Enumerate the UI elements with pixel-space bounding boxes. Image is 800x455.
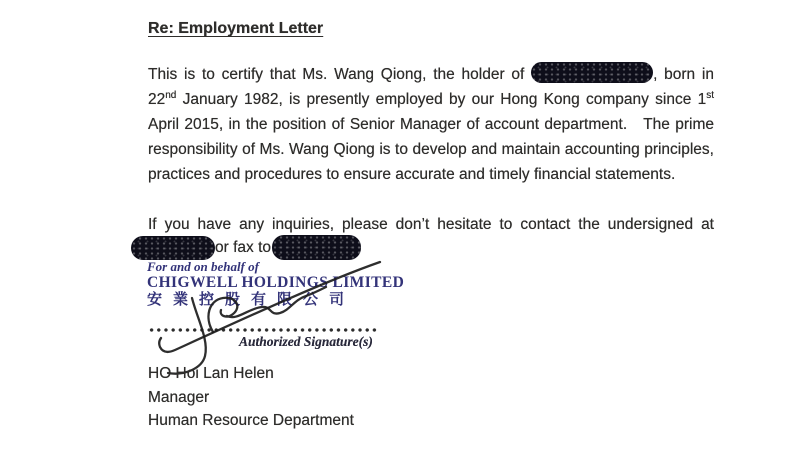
signatory-title: Manager — [148, 388, 210, 406]
inquiries-paragraph: If you have any inquiries, please don’t hesitate to contact the undersigned at — [148, 216, 714, 233]
signatory-name: HO Hoi Lan Helen — [148, 365, 274, 382]
signature-dotted-line — [148, 328, 379, 332]
redacted-phone-number — [131, 236, 215, 260]
para1-text-born: , born in 22 — [148, 66, 714, 108]
signatory-block — [148, 362, 354, 433]
authorized-signature-label: Authorized Signature(s) — [239, 334, 373, 349]
letter-subject-heading: Re: Employment Letter — [148, 20, 324, 37]
company-stamp-block — [147, 260, 404, 309]
signatory-department: Human Resource Department — [148, 412, 354, 429]
company-name-chinese: 安業控股有限公司 — [147, 292, 356, 308]
company-name-english: CHIGWELL HOLDINGS LIMITED — [147, 274, 405, 291]
on-behalf-text: For and on behalf of — [147, 259, 259, 274]
para1-text-position: April 2015, in the position of Senior Manager of account department. The prime responsibility of Ms. Wang Qiong is to develop and maintain accounting principles, practices and procedures to ensure accurate and timely financial statements. — [148, 116, 714, 183]
or-fax-to-text: or fax to — [215, 239, 271, 256]
para1-text-employed: January 1982, is presently employed by our Hong Kong company since 1 — [176, 91, 707, 108]
ordinal-superscript-nd: nd — [165, 89, 177, 101]
ordinal-superscript-st: st — [706, 89, 714, 101]
redacted-fax-number — [272, 235, 361, 260]
contact-redactions-row — [131, 235, 361, 260]
certification-paragraph — [148, 62, 714, 187]
redacted-id-number — [531, 62, 653, 83]
para1-text-before-redaction: This is to certify that Ms. Wang Qiong, the holder of — [148, 66, 532, 83]
